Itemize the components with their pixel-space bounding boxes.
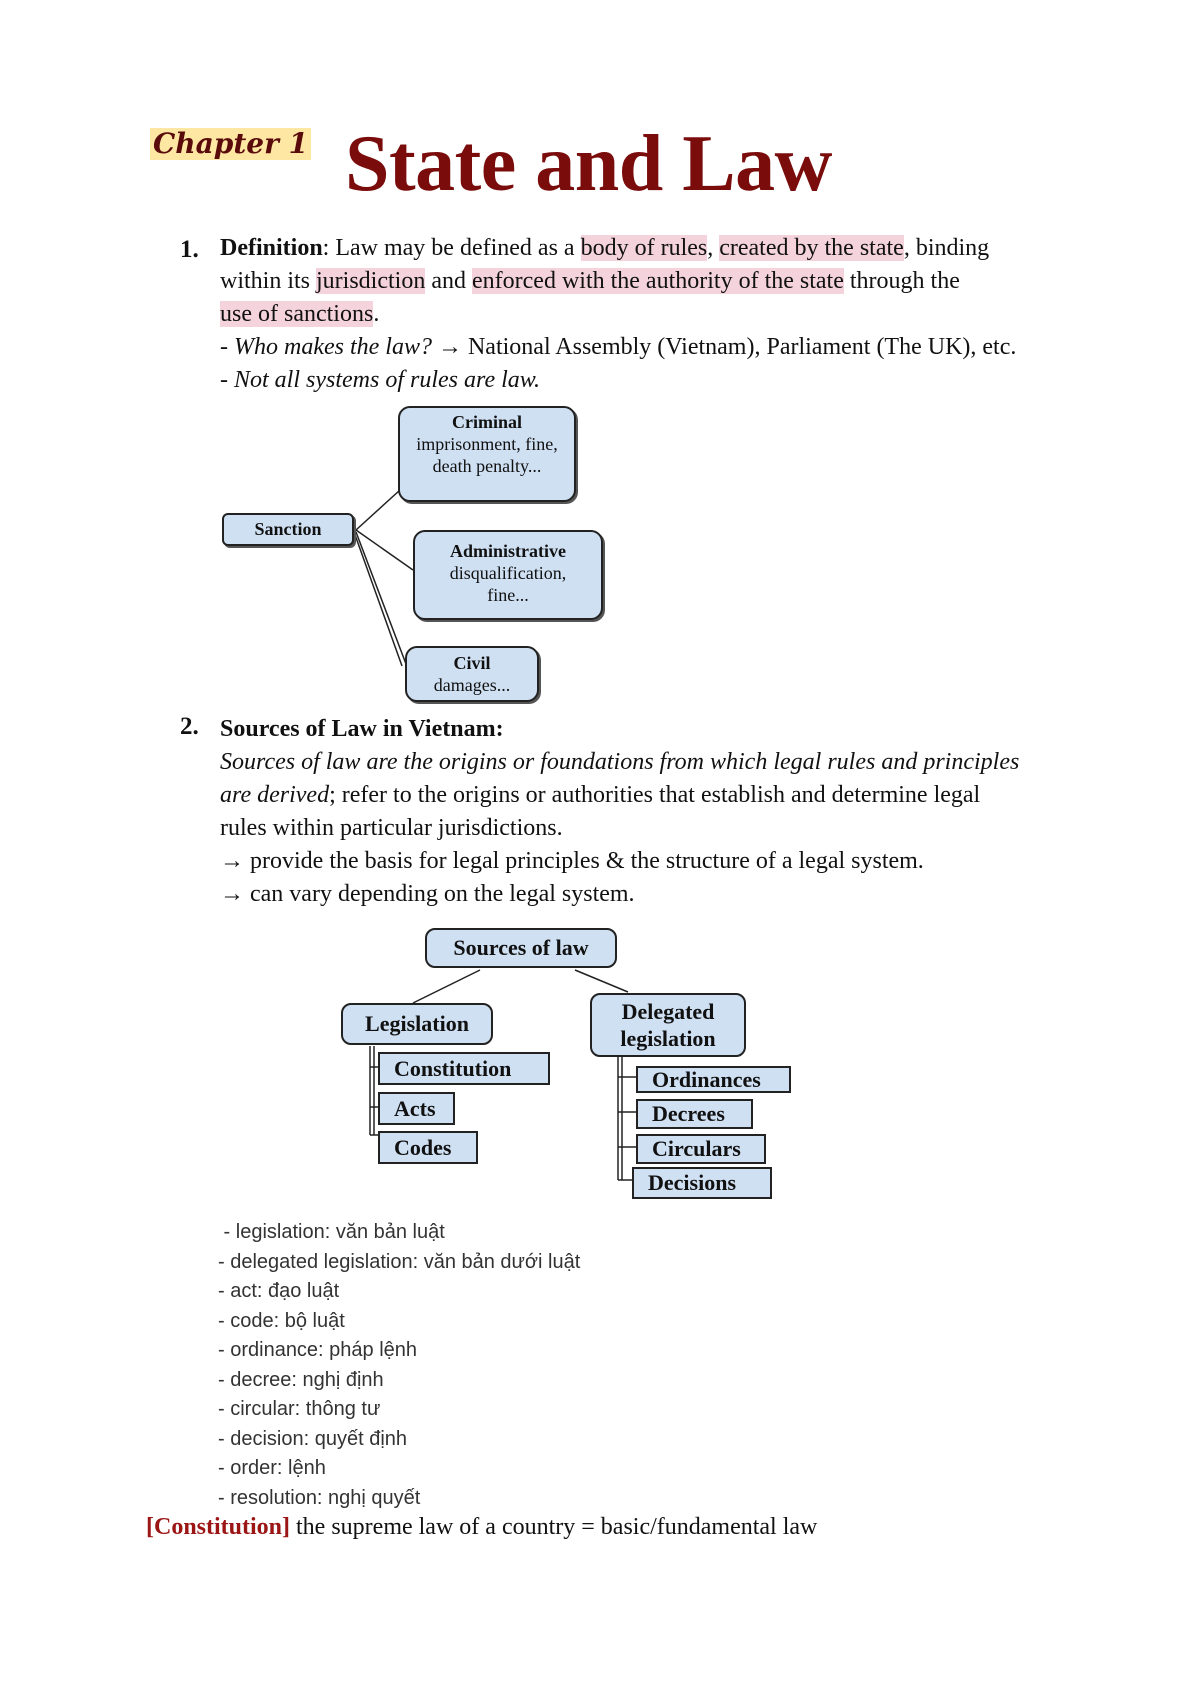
page-title: State and Law [345,120,832,208]
section-2-body [220,713,1120,911]
vocab-list [218,1218,918,1513]
constitution-tag: [Constitution] [146,1514,291,1540]
legislation-node: Legislation [341,1003,493,1045]
vocab-item: - code: bộ luật [218,1309,345,1332]
constitution-node: Constitution [378,1052,550,1085]
civil-node: Civil damages... [405,646,539,702]
codes-node: Codes [378,1131,478,1164]
sources-of-law-node: Sources of law [425,928,617,968]
not-all-rules-note: - Not all systems of rules are law. [220,367,540,393]
highlight-body-of-rules: body of rules [580,235,708,261]
vocab-item: - delegated legislation: văn bản dưới luật [218,1250,581,1273]
vocab-item: - decree: nghị định [218,1368,384,1391]
section-1-heading: Definition [220,235,323,261]
sources-line-1: Sources of law are the origins or foundations from which legal rules and principles [220,749,1020,775]
highlight-jurisdiction: jurisdiction [316,268,426,294]
chapter-label: Chapter 1 [150,128,311,160]
definition-line-1: Definition: Law may be defined as a body of rules, created by the state, binding [220,235,990,261]
constitution-definition: [Constitution] the supreme law of a country = basic/fundamental law [146,1514,818,1540]
vocab-item: - circular: thông tư [218,1398,381,1420]
vocab-item: - act: đạo luật [218,1280,340,1302]
sources-line-5: → can vary depending on the legal system. [220,881,635,907]
administrative-node: Administrative disqualification, fine... [413,530,603,620]
delegated-legislation-node: Delegated legislation [590,993,746,1057]
sources-line-2: are derived; refer to the origins or authorities that establish and determine legal [220,782,981,808]
acts-node: Acts [378,1092,455,1125]
decisions-node: Decisions [632,1167,772,1199]
section-2-heading-line: Sources of Law in Vietnam: [220,716,504,742]
sanction-node: Sanction [222,513,354,546]
highlight-enforced: enforced with the authority of the state [472,268,844,294]
ordinances-node: Ordinances [636,1066,791,1093]
vocab-item: - legislation: văn bản luật [218,1221,445,1243]
definition-line-2: within its jurisdiction and enforced with the authority of the state through the [220,268,960,294]
decrees-node: Decrees [636,1099,753,1129]
circulars-node: Circulars [636,1134,766,1164]
section-2-heading: Sources of Law in Vietnam [220,716,496,742]
sources-line-3: rules within particular jurisdictions. [220,815,563,841]
highlight-created-by-state: created by the state [719,235,904,261]
vocab-item: - resolution: nghị quyết [218,1486,421,1509]
section-2-number: 2. [180,713,199,740]
who-makes-law: - Who makes the law? → National Assembly (Vietnam), Parliament (The UK), etc. [220,334,1017,360]
definition-line-3: use of sanctions. [220,301,380,327]
vocab-item: - order: lệnh [218,1457,326,1479]
vocab-item: - decision: quyết định [218,1427,408,1450]
vocab-item: - ordinance: pháp lệnh [218,1339,418,1361]
section-1-number: 1. [180,236,199,263]
criminal-node: Criminal imprisonment, fine, death penalty... [398,406,576,502]
sources-line-4: → provide the basis for legal principles & the structure of a legal system. [220,848,924,874]
highlight-use-of-sanctions: use of sanctions [220,301,374,327]
